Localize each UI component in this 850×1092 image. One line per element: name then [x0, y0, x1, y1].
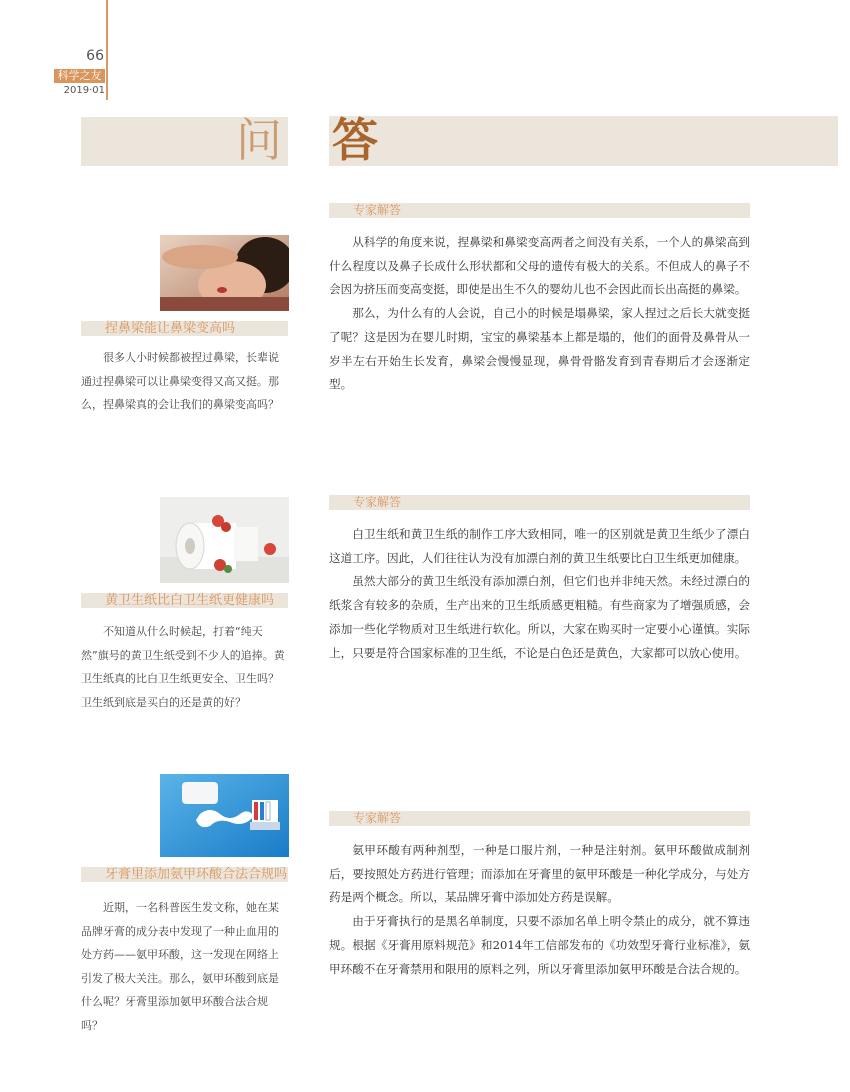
question-title: 牙膏里添加氨甲环酸合法合规吗	[105, 867, 288, 882]
question-body: 不知道从什么时候起，打着“纯天然”旗号的黄卫生纸受到不少人的追捧。黄卫生纸真的比白卫生纸更安全、卫生吗？卫生纸到底是买白的还是黄的好？	[81, 625, 285, 709]
magazine-name: 科学之友	[54, 69, 105, 83]
expert-label: 专家解答	[353, 495, 402, 509]
header-rule	[106, 0, 108, 100]
answer-text	[329, 523, 750, 665]
answer-paragraph: 从科学的角度来说，捏鼻梁和鼻梁变高两者之间没有关系，一个人的鼻梁高到什么程度以及鼻子长成什么形状都和父母的遗传有极大的关系。不但成人的鼻子不会因为挤压而变高变挺，即使是出生不久的婴幼儿也不会因此而长出高挺的鼻梁。	[329, 235, 750, 297]
question-body: 很多人小时候都被捏过鼻梁，长辈说通过捏鼻梁可以让鼻梁变得又高又挺。那么，捏鼻梁真的会让我们的鼻梁变高吗？	[81, 351, 279, 411]
answer-paragraph: 虽然大部分的黄卫生纸没有添加漂白剂，但它们也并非纯天然。未经过漂白的纸浆含有较多的杂质，生产出来的卫生纸质感更粗糙。有些商家为了增强质感，会添加一些化学物质对卫生纸进行软化。所以，大家在购买时一定要小心谨慎。实际上，只要是符合国家标准的卫生纸，不论是白色还是黄色，大家都可以放心使用。	[329, 574, 750, 660]
nose-pinch-photo	[160, 235, 289, 311]
banner-answer-char: 答	[332, 113, 378, 167]
page-number: 66	[86, 48, 104, 64]
answer-paragraph: 那么，为什么有的人会说，自己小的时候是塌鼻梁，家人捏过之后长大就变挺了呢？这是因为在婴儿时期，宝宝的鼻梁基本上都是塌的，他们的面骨及鼻骨从一岁半左右开始生长发育，鼻梁会慢慢显现，鼻骨骨骼发育到青春期后才会逐渐定型。	[329, 306, 750, 392]
question-title: 黄卫生纸比白卫生纸更健康吗	[105, 593, 275, 608]
answer-text	[329, 231, 750, 397]
issue-date: 2019·01	[63, 85, 105, 96]
toothpaste-photo	[160, 774, 289, 857]
question-title: 捏鼻梁能让鼻梁变高吗	[105, 321, 236, 336]
banner-question-char: 问	[236, 113, 282, 167]
answer-paragraph: 氨甲环酸有两种剂型，一种是口服片剂，一种是注射剂。氨甲环酸做成制剂后，要按照处方药进行管理；而添加在牙膏里的氨甲环酸是一种化学成分，与处方药是两个概念。所以，某品牌牙膏中添加处方药是误解。	[329, 843, 750, 905]
toilet-paper-photo	[160, 497, 289, 583]
answer-paragraph: 由于牙膏执行的是黑名单制度，只要不添加名单上明令禁止的成分，就不算违规。根据《牙膏用原料规范》和2014年工信部发布的《功效型牙膏行业标准》，氨甲环酸不在牙膏禁用和限用的原料之列，所以牙膏里添加氨甲环酸是合法合规的。	[329, 914, 750, 976]
answer-text	[329, 839, 750, 981]
expert-label: 专家解答	[353, 203, 402, 217]
question-body: 近期，一名科普医生发文称，她在某品牌牙膏的成分表中发现了一种止血用的处方药——氨甲环酸，这一发现在网络上引发了极大关注。那么，氨甲环酸到底是什么呢？牙膏里添加氨甲环酸合法合规吗？	[81, 901, 279, 1032]
answer-paragraph: 白卫生纸和黄卫生纸的制作工序大致相同，唯一的区别就是黄卫生纸少了漂白这道工序。因此，人们往往认为没有加漂白剂的黄卫生纸要比白卫生纸更加健康。	[329, 527, 750, 565]
banner-right-band	[329, 113, 838, 167]
expert-label: 专家解答	[353, 811, 402, 825]
